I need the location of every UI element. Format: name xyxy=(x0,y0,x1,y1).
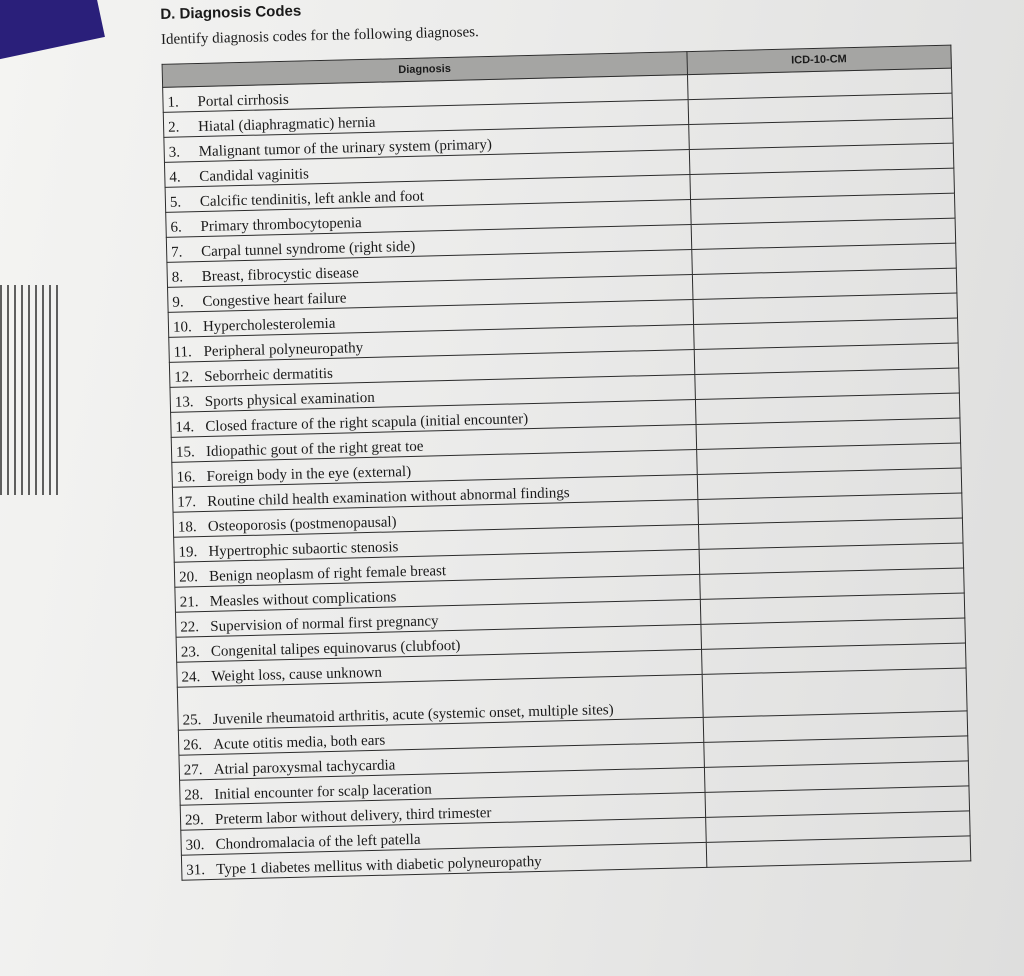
row-number: 29. xyxy=(184,812,204,829)
diagnosis-text: Calcific tendinitis, left ankle and foot xyxy=(199,188,425,211)
row-number: 13. xyxy=(174,394,194,411)
diagnosis-text: Preterm labor without delivery, third trimester xyxy=(214,805,492,828)
row-number: 15. xyxy=(175,444,196,461)
diagnosis-text: Congenital talipes equinovarus (clubfoot) xyxy=(210,637,461,660)
row-number: 9. xyxy=(172,294,184,311)
diagnosis-text: Idiopathic gout of the right great toe xyxy=(205,438,424,460)
diagnosis-text: Weight loss, cause unknown xyxy=(211,664,383,685)
table-body xyxy=(163,68,971,880)
diagnosis-text: Carpal tunnel syndrome (right side) xyxy=(200,238,416,261)
instructions-text: Identify diagnosis codes for the following diagnoses. xyxy=(160,24,479,48)
row-number: 10. xyxy=(172,319,192,336)
diagnosis-text: Benign neoplasm of right female breast xyxy=(208,563,447,585)
diagnosis-text: Primary thrombocytopenia xyxy=(200,215,362,236)
icd-code-cell[interactable] xyxy=(702,668,967,717)
row-number: 21. xyxy=(179,594,199,611)
diagnosis-text: Measles without complications xyxy=(209,589,397,610)
diagnosis-text: Hypertrophic subaortic stenosis xyxy=(208,539,399,560)
row-number: 2. xyxy=(167,119,180,136)
row-number: 4. xyxy=(169,169,181,186)
diagnosis-text: Sports physical examination xyxy=(204,389,375,410)
header-diagnosis: Diagnosis xyxy=(162,52,687,88)
diagnosis-text: Portal cirrhosis xyxy=(197,91,289,111)
row-number: 23. xyxy=(180,644,200,661)
row-number: 19. xyxy=(178,544,198,561)
diagnosis-text: Chondromalacia of the left patella xyxy=(215,831,421,853)
row-number: 1. xyxy=(167,94,179,111)
diagnosis-text: Osteoporosis (postmenopausal) xyxy=(207,514,397,535)
row-number: 31. xyxy=(186,862,206,879)
diagnosis-text: Routine child health examination without abnormal findings xyxy=(207,485,570,510)
binder-corner-mark xyxy=(0,0,105,62)
row-number: 26. xyxy=(183,737,203,754)
diagnosis-text: Foreign body in the eye (external) xyxy=(206,463,412,485)
diagnosis-table xyxy=(162,45,972,881)
diagnosis-text: Hypercholesterolemia xyxy=(202,315,336,335)
row-number: 17. xyxy=(177,494,197,511)
row-number: 20. xyxy=(178,569,199,586)
diagnosis-text: Initial encounter for scalp laceration xyxy=(214,781,432,803)
diagnosis-text: Acute otitis media, both ears xyxy=(213,732,386,753)
row-number: 28. xyxy=(184,787,204,804)
row-number: 25. xyxy=(182,712,202,729)
row-number: 5. xyxy=(169,194,182,211)
row-number: 3. xyxy=(168,144,181,161)
row-number: 24. xyxy=(181,669,201,686)
diagnosis-text: Seborrheic dermatitis xyxy=(204,365,334,385)
header-icd-10-cm: ICD-10-CM xyxy=(687,45,952,74)
diagnosis-text: Peripheral polyneuropathy xyxy=(203,340,364,360)
diagnosis-text: Closed fracture of the right scapula (initial encounter) xyxy=(205,411,529,435)
row-number: 7. xyxy=(170,244,183,261)
row-number: 8. xyxy=(171,269,184,286)
row-number: 16. xyxy=(176,469,196,486)
diagnosis-text: Breast, fibrocystic disease xyxy=(201,265,359,286)
row-number: 6. xyxy=(170,219,183,236)
diagnosis-text: Type 1 diabetes mellitus with diabetic polyneuropathy xyxy=(216,853,542,878)
diagnosis-text: Congestive heart failure xyxy=(202,290,347,311)
row-number: 18. xyxy=(177,519,197,536)
diagnosis-text: Supervision of normal first pregnancy xyxy=(210,613,439,635)
diagnosis-text: Malignant tumor of the urinary system (primary) xyxy=(198,136,493,161)
icd-code-cell[interactable] xyxy=(706,836,971,867)
diagnosis-text: Candidal vaginitis xyxy=(199,166,310,186)
row-number: 14. xyxy=(175,419,195,436)
diagnosis-text: Hiatal (diaphragmatic) hernia xyxy=(197,114,376,136)
diagnosis-text: Juvenile rheumatoid arthritis, acute (systemic onset, multiple sites) xyxy=(212,702,614,728)
section-title: D. Diagnosis Codes xyxy=(160,2,302,23)
row-number: 27. xyxy=(183,762,203,779)
row-number: 30. xyxy=(185,837,205,854)
diagnosis-text: Atrial paroxysmal tachycardia xyxy=(213,757,396,778)
row-number: 11. xyxy=(173,344,193,361)
binder-rings xyxy=(0,285,60,495)
row-number: 12. xyxy=(174,369,194,386)
row-number: 22. xyxy=(180,619,200,636)
